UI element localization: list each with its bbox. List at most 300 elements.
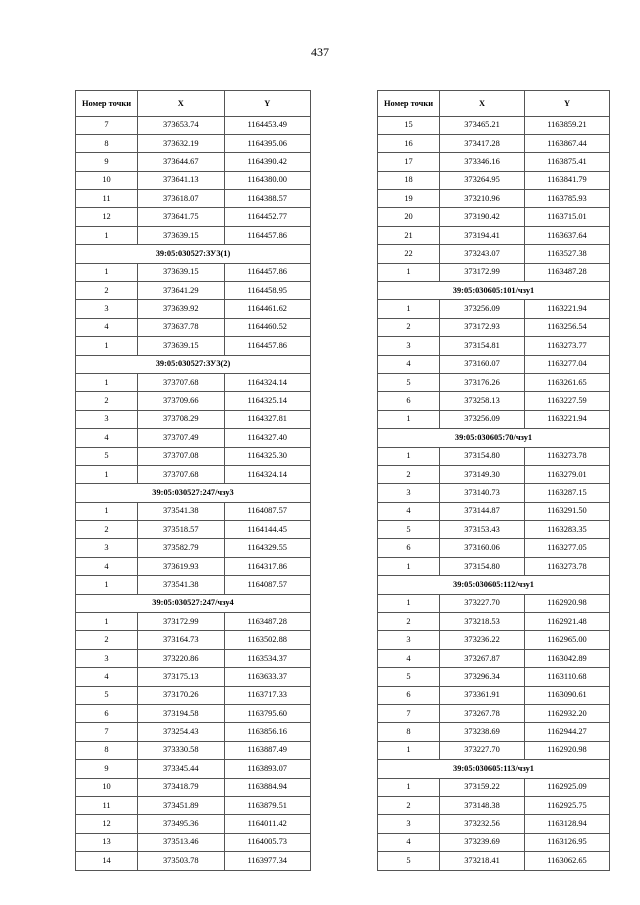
section-row: [76, 245, 311, 263]
point-number-cell: 3: [76, 300, 138, 318]
x-coordinate-cell: 373296.34: [440, 668, 525, 686]
table-row: [76, 613, 311, 631]
table-row: [378, 668, 610, 686]
table-row: [76, 778, 311, 796]
y-coordinate-cell: 1163717.33: [224, 686, 311, 704]
point-number-cell: 5: [76, 447, 138, 465]
point-number-cell: 1: [378, 778, 440, 796]
point-number-cell: 11: [76, 796, 138, 814]
x-coordinate-cell: 373243.07: [440, 245, 525, 263]
table-row: [76, 263, 311, 281]
y-coordinate-cell: 1164453.49: [224, 116, 311, 134]
section-title: 39:05:030527:247/чзу4: [76, 594, 311, 612]
y-coordinate-cell: 1163487.28: [525, 263, 610, 281]
point-number-cell: 5: [378, 852, 440, 870]
x-coordinate-cell: 373641.75: [138, 208, 225, 226]
x-coordinate-cell: 373194.58: [138, 705, 225, 723]
table-row: [378, 300, 610, 318]
x-coordinate-cell: 373513.46: [138, 833, 225, 851]
x-coordinate-cell: 373418.79: [138, 778, 225, 796]
point-number-cell: 1: [76, 373, 138, 391]
x-coordinate-cell: 373707.68: [138, 465, 225, 483]
y-coordinate-cell: 1163090.61: [525, 686, 610, 704]
point-number-cell: 1: [76, 263, 138, 281]
header-y: Y: [525, 91, 610, 117]
x-coordinate-cell: 373653.74: [138, 116, 225, 134]
point-number-cell: 12: [76, 815, 138, 833]
table-row: [76, 134, 311, 152]
x-coordinate-cell: 373361.91: [440, 686, 525, 704]
point-number-cell: 5: [76, 686, 138, 704]
x-coordinate-cell: 373267.78: [440, 705, 525, 723]
table-row: [378, 649, 610, 667]
table-row: [378, 557, 610, 575]
point-number-cell: 7: [378, 705, 440, 723]
table-row: [378, 686, 610, 704]
y-coordinate-cell: 1163126.95: [525, 833, 610, 851]
x-coordinate-cell: 373639.15: [138, 337, 225, 355]
table-row: [378, 815, 610, 833]
table-row: [378, 705, 610, 723]
y-coordinate-cell: 1163283.35: [525, 521, 610, 539]
y-coordinate-cell: 1162925.09: [525, 778, 610, 796]
point-number-cell: 1: [76, 576, 138, 594]
y-coordinate-cell: 1164011.42: [224, 815, 311, 833]
y-coordinate-cell: 1164388.57: [224, 190, 311, 208]
section-title: 39:05:030527:ЗУ3(1): [76, 245, 311, 263]
table-row: [76, 539, 311, 557]
table-row: [378, 613, 610, 631]
x-coordinate-cell: 373227.70: [440, 594, 525, 612]
x-coordinate-cell: 373256.09: [440, 410, 525, 428]
point-number-cell: 12: [76, 208, 138, 226]
table-row: [76, 190, 311, 208]
x-coordinate-cell: 373172.93: [440, 318, 525, 336]
table-row: [378, 465, 610, 483]
y-coordinate-cell: 1164327.40: [224, 429, 311, 447]
x-coordinate-cell: 373176.26: [440, 373, 525, 391]
point-number-cell: 10: [76, 778, 138, 796]
table-row: [378, 373, 610, 391]
y-coordinate-cell: 1164325.30: [224, 447, 311, 465]
y-coordinate-cell: 1163277.05: [525, 539, 610, 557]
y-coordinate-cell: 1163287.15: [525, 484, 610, 502]
x-coordinate-cell: 373707.68: [138, 373, 225, 391]
y-coordinate-cell: 1164390.42: [224, 153, 311, 171]
table-row: [378, 447, 610, 465]
y-coordinate-cell: 1163977.34: [224, 852, 311, 870]
x-coordinate-cell: 373639.15: [138, 263, 225, 281]
y-coordinate-cell: 1164325.14: [224, 392, 311, 410]
x-coordinate-cell: 373639.92: [138, 300, 225, 318]
table-row: [76, 741, 311, 759]
point-number-cell: 20: [378, 208, 440, 226]
y-coordinate-cell: 1163841.79: [525, 171, 610, 189]
x-coordinate-cell: 373541.38: [138, 502, 225, 520]
y-coordinate-cell: 1164458.95: [224, 282, 311, 300]
table-row: [76, 686, 311, 704]
point-number-cell: 1: [378, 594, 440, 612]
point-number-cell: 6: [378, 392, 440, 410]
point-number-cell: 1: [76, 613, 138, 631]
x-coordinate-cell: 373140.73: [440, 484, 525, 502]
point-number-cell: 2: [378, 465, 440, 483]
x-coordinate-cell: 373256.09: [440, 300, 525, 318]
x-coordinate-cell: 373175.13: [138, 668, 225, 686]
table-row: [76, 815, 311, 833]
section-title: 39:05:030605:112/чзу1: [378, 576, 610, 594]
x-coordinate-cell: 373345.44: [138, 760, 225, 778]
y-coordinate-cell: 1162920.98: [525, 741, 610, 759]
point-number-cell: 2: [378, 796, 440, 814]
point-number-cell: 7: [76, 116, 138, 134]
y-coordinate-cell: 1163227.59: [525, 392, 610, 410]
y-coordinate-cell: 1163527.38: [525, 245, 610, 263]
y-coordinate-cell: 1163637.64: [525, 226, 610, 244]
section-title: 39:05:030527:ЗУ3(2): [76, 355, 311, 373]
x-coordinate-cell: 373220.86: [138, 649, 225, 667]
table-row: [76, 116, 311, 134]
page-number: 437: [311, 45, 329, 59]
coordinates-table-left: [75, 90, 311, 871]
y-coordinate-cell: 1162944.27: [525, 723, 610, 741]
x-coordinate-cell: 373218.53: [440, 613, 525, 631]
point-number-cell: 21: [378, 226, 440, 244]
x-coordinate-cell: 373503.78: [138, 852, 225, 870]
y-coordinate-cell: 1163795.60: [224, 705, 311, 723]
y-coordinate-cell: 1164457.86: [224, 226, 311, 244]
table-row: [76, 760, 311, 778]
y-coordinate-cell: 1163856.16: [224, 723, 311, 741]
x-coordinate-cell: 373417.28: [440, 134, 525, 152]
table-row: [378, 134, 610, 152]
x-coordinate-cell: 373232.56: [440, 815, 525, 833]
table-row: [76, 833, 311, 851]
table-row: [76, 226, 311, 244]
y-coordinate-cell: 1163062.65: [525, 852, 610, 870]
header-point-number: Номер точки: [76, 91, 138, 117]
table-row: [76, 521, 311, 539]
table-row: [76, 852, 311, 870]
header-x: X: [440, 91, 525, 117]
y-coordinate-cell: 1163887.49: [224, 741, 311, 759]
point-number-cell: 16: [378, 134, 440, 152]
point-number-cell: 6: [378, 686, 440, 704]
table-row: [378, 410, 610, 428]
x-coordinate-cell: 373708.29: [138, 410, 225, 428]
table-row: [76, 631, 311, 649]
table-row: [76, 465, 311, 483]
section-row: [378, 429, 610, 447]
x-coordinate-cell: 373709.66: [138, 392, 225, 410]
table-row: [378, 190, 610, 208]
y-coordinate-cell: 1162965.00: [525, 631, 610, 649]
point-number-cell: 2: [76, 392, 138, 410]
table-row: [378, 208, 610, 226]
y-coordinate-cell: 1164144.45: [224, 521, 311, 539]
x-coordinate-cell: 373330.58: [138, 741, 225, 759]
y-coordinate-cell: 1163273.78: [525, 447, 610, 465]
x-coordinate-cell: 373641.13: [138, 171, 225, 189]
point-number-cell: 8: [76, 134, 138, 152]
table-row: [76, 300, 311, 318]
table-row: [378, 171, 610, 189]
x-coordinate-cell: 373619.93: [138, 557, 225, 575]
x-coordinate-cell: 373236.22: [440, 631, 525, 649]
table-row: [76, 557, 311, 575]
point-number-cell: 22: [378, 245, 440, 263]
point-number-cell: 7: [76, 723, 138, 741]
point-number-cell: 4: [378, 649, 440, 667]
point-number-cell: 1: [378, 557, 440, 575]
point-number-cell: 15: [378, 116, 440, 134]
y-coordinate-cell: 1163221.94: [525, 410, 610, 428]
y-coordinate-cell: 1164460.52: [224, 318, 311, 336]
point-number-cell: 1: [378, 263, 440, 281]
y-coordinate-cell: 1164380.00: [224, 171, 311, 189]
table-row: [76, 392, 311, 410]
point-number-cell: 1: [378, 447, 440, 465]
point-number-cell: 1: [76, 465, 138, 483]
point-number-cell: 1: [76, 502, 138, 520]
y-coordinate-cell: 1163273.78: [525, 557, 610, 575]
x-coordinate-cell: 373451.89: [138, 796, 225, 814]
table-header-row: [378, 91, 610, 117]
x-coordinate-cell: 373239.69: [440, 833, 525, 851]
table-row: [378, 355, 610, 373]
point-number-cell: 19: [378, 190, 440, 208]
x-coordinate-cell: 373707.08: [138, 447, 225, 465]
x-coordinate-cell: 373172.99: [440, 263, 525, 281]
point-number-cell: 18: [378, 171, 440, 189]
table-row: [76, 429, 311, 447]
x-coordinate-cell: 373190.42: [440, 208, 525, 226]
x-coordinate-cell: 373644.67: [138, 153, 225, 171]
y-coordinate-cell: 1163277.04: [525, 355, 610, 373]
table-row: [378, 539, 610, 557]
x-coordinate-cell: 373264.95: [440, 171, 525, 189]
table-row: [378, 245, 610, 263]
y-coordinate-cell: 1163221.94: [525, 300, 610, 318]
x-coordinate-cell: 373164.73: [138, 631, 225, 649]
point-number-cell: 1: [378, 300, 440, 318]
point-number-cell: 4: [378, 502, 440, 520]
y-coordinate-cell: 1164327.81: [224, 410, 311, 428]
y-coordinate-cell: 1162925.75: [525, 796, 610, 814]
y-coordinate-cell: 1162921.48: [525, 613, 610, 631]
y-coordinate-cell: 1164457.86: [224, 263, 311, 281]
x-coordinate-cell: 373154.81: [440, 337, 525, 355]
point-number-cell: 3: [76, 539, 138, 557]
x-coordinate-cell: 373194.41: [440, 226, 525, 244]
x-coordinate-cell: 373160.06: [440, 539, 525, 557]
y-coordinate-cell: 1163256.54: [525, 318, 610, 336]
point-number-cell: 4: [378, 355, 440, 373]
x-coordinate-cell: 373149.30: [440, 465, 525, 483]
y-coordinate-cell: 1164087.57: [224, 502, 311, 520]
table-row: [378, 594, 610, 612]
y-coordinate-cell: 1163884.94: [224, 778, 311, 796]
table-row: [76, 649, 311, 667]
y-coordinate-cell: 1163042.89: [525, 649, 610, 667]
section-row: [378, 576, 610, 594]
table-row: [76, 668, 311, 686]
point-number-cell: 14: [76, 852, 138, 870]
x-coordinate-cell: 373639.15: [138, 226, 225, 244]
point-number-cell: 1: [378, 741, 440, 759]
y-coordinate-cell: 1163875.41: [525, 153, 610, 171]
y-coordinate-cell: 1163867.44: [525, 134, 610, 152]
x-coordinate-cell: 373465.21: [440, 116, 525, 134]
x-coordinate-cell: 373254.43: [138, 723, 225, 741]
y-coordinate-cell: 1163261.65: [525, 373, 610, 391]
point-number-cell: 4: [76, 557, 138, 575]
section-row: [378, 760, 610, 778]
header-point-number: Номер точки: [378, 91, 440, 117]
x-coordinate-cell: 373495.36: [138, 815, 225, 833]
x-coordinate-cell: 373582.79: [138, 539, 225, 557]
section-title: 39:05:030605:101/чзу1: [378, 282, 610, 300]
y-coordinate-cell: 1164317.86: [224, 557, 311, 575]
point-number-cell: 3: [378, 631, 440, 649]
x-coordinate-cell: 373258.13: [440, 392, 525, 410]
point-number-cell: 13: [76, 833, 138, 851]
y-coordinate-cell: 1163893.07: [224, 760, 311, 778]
section-row: [76, 355, 311, 373]
x-coordinate-cell: 373144.87: [440, 502, 525, 520]
x-coordinate-cell: 373541.38: [138, 576, 225, 594]
point-number-cell: 8: [378, 723, 440, 741]
table-row: [76, 705, 311, 723]
table-row: [378, 631, 610, 649]
header-x: X: [138, 91, 225, 117]
x-coordinate-cell: 373707.49: [138, 429, 225, 447]
y-coordinate-cell: 1163279.01: [525, 465, 610, 483]
point-number-cell: 17: [378, 153, 440, 171]
header-y: Y: [224, 91, 311, 117]
x-coordinate-cell: 373154.80: [440, 557, 525, 575]
y-coordinate-cell: 1163879.51: [224, 796, 311, 814]
x-coordinate-cell: 373153.43: [440, 521, 525, 539]
x-coordinate-cell: 373172.99: [138, 613, 225, 631]
point-number-cell: 8: [76, 741, 138, 759]
point-number-cell: 5: [378, 668, 440, 686]
point-number-cell: 2: [76, 631, 138, 649]
table-row: [76, 282, 311, 300]
point-number-cell: 4: [76, 668, 138, 686]
x-coordinate-cell: 373632.19: [138, 134, 225, 152]
y-coordinate-cell: 1162920.98: [525, 594, 610, 612]
x-coordinate-cell: 373159.22: [440, 778, 525, 796]
point-number-cell: 5: [378, 373, 440, 391]
x-coordinate-cell: 373641.29: [138, 282, 225, 300]
y-coordinate-cell: 1163502.88: [224, 631, 311, 649]
x-coordinate-cell: 373227.70: [440, 741, 525, 759]
table-row: [378, 796, 610, 814]
table-row: [378, 226, 610, 244]
point-number-cell: 3: [378, 815, 440, 833]
section-title: 39:05:030605:113/чзу1: [378, 760, 610, 778]
point-number-cell: 3: [76, 649, 138, 667]
table-row: [76, 576, 311, 594]
table-row: [378, 116, 610, 134]
x-coordinate-cell: 373238.69: [440, 723, 525, 741]
table-header-row: [76, 91, 311, 117]
section-title: 39:05:030605:70/чзу1: [378, 429, 610, 447]
table-row: [378, 484, 610, 502]
y-coordinate-cell: 1164457.86: [224, 337, 311, 355]
y-coordinate-cell: 1164005.73: [224, 833, 311, 851]
section-row: [378, 282, 610, 300]
table-row: [76, 337, 311, 355]
table-row: [378, 392, 610, 410]
point-number-cell: 3: [378, 337, 440, 355]
y-coordinate-cell: 1163273.77: [525, 337, 610, 355]
table-row: [76, 373, 311, 391]
point-number-cell: 6: [378, 539, 440, 557]
point-number-cell: 6: [76, 705, 138, 723]
point-number-cell: 10: [76, 171, 138, 189]
y-coordinate-cell: 1163785.93: [525, 190, 610, 208]
point-number-cell: 3: [76, 410, 138, 428]
x-coordinate-cell: 373148.38: [440, 796, 525, 814]
x-coordinate-cell: 373618.07: [138, 190, 225, 208]
point-number-cell: 1: [76, 226, 138, 244]
table-row: [378, 741, 610, 759]
table-row: [76, 153, 311, 171]
y-coordinate-cell: 1162932.20: [525, 705, 610, 723]
section-title: 39:05:030527:247/чзу3: [76, 484, 311, 502]
table-row: [378, 502, 610, 520]
table-row: [76, 447, 311, 465]
y-coordinate-cell: 1163128.94: [525, 815, 610, 833]
point-number-cell: 2: [378, 613, 440, 631]
y-coordinate-cell: 1164329.55: [224, 539, 311, 557]
x-coordinate-cell: 373218.41: [440, 852, 525, 870]
x-coordinate-cell: 373346.16: [440, 153, 525, 171]
y-coordinate-cell: 1163291.50: [525, 502, 610, 520]
x-coordinate-cell: 373518.57: [138, 521, 225, 539]
point-number-cell: 11: [76, 190, 138, 208]
x-coordinate-cell: 373154.80: [440, 447, 525, 465]
point-number-cell: 1: [76, 337, 138, 355]
x-coordinate-cell: 373267.87: [440, 649, 525, 667]
table-row: [76, 502, 311, 520]
point-number-cell: 4: [76, 429, 138, 447]
table-row: [378, 263, 610, 281]
y-coordinate-cell: 1164395.06: [224, 134, 311, 152]
table-row: [76, 171, 311, 189]
section-row: [76, 594, 311, 612]
x-coordinate-cell: 373637.78: [138, 318, 225, 336]
point-number-cell: 5: [378, 521, 440, 539]
x-coordinate-cell: 373170.26: [138, 686, 225, 704]
y-coordinate-cell: 1163487.28: [224, 613, 311, 631]
point-number-cell: 9: [76, 760, 138, 778]
y-coordinate-cell: 1164324.14: [224, 373, 311, 391]
point-number-cell: 4: [76, 318, 138, 336]
point-number-cell: 3: [378, 484, 440, 502]
point-number-cell: 2: [76, 521, 138, 539]
table-row: [378, 723, 610, 741]
table-row: [378, 521, 610, 539]
point-number-cell: 2: [76, 282, 138, 300]
table-row: [76, 410, 311, 428]
table-row: [378, 833, 610, 851]
y-coordinate-cell: 1163110.68: [525, 668, 610, 686]
table-row: [378, 318, 610, 336]
table-row: [76, 723, 311, 741]
